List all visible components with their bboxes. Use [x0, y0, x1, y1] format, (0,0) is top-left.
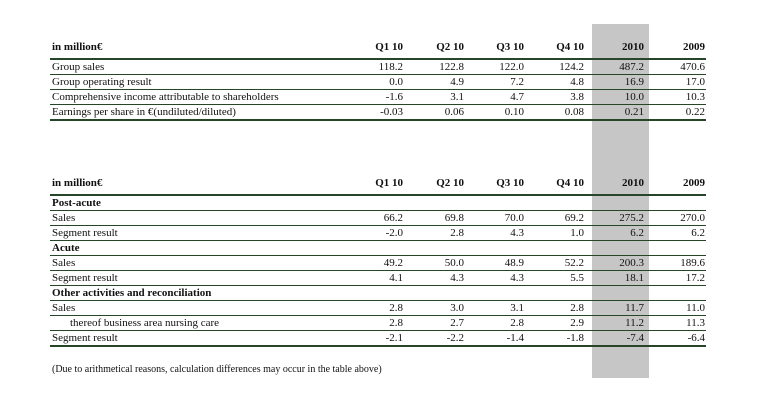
cell: 11.2: [625, 317, 644, 329]
cell: 50.0: [444, 257, 464, 269]
cell: -0.03: [380, 106, 403, 118]
cell: 1.0: [570, 227, 584, 239]
table-row: [50, 316, 706, 331]
cell: 118.2: [378, 61, 403, 73]
cell: -7.4: [626, 332, 644, 344]
cell: 0.06: [444, 106, 464, 118]
col-header: Q1 10: [375, 177, 403, 189]
cell: 122.0: [499, 61, 524, 73]
key-figures-table: [50, 36, 706, 121]
row-label: Segment result: [52, 272, 118, 284]
col-header: Q3 10: [496, 177, 524, 189]
cell: -1.4: [506, 332, 524, 344]
cell: 4.9: [450, 76, 464, 88]
cell: 10.3: [685, 91, 705, 103]
col-header: Q4 10: [556, 177, 584, 189]
row-label: Group sales: [52, 61, 105, 73]
table-row: [50, 60, 706, 75]
cell: 0.22: [685, 106, 705, 118]
table-row: [50, 90, 706, 105]
cell: -2.1: [385, 332, 403, 344]
section-title: Post-acute: [52, 197, 101, 209]
cell: 470.6: [680, 61, 705, 73]
cell: 4.7: [510, 91, 524, 103]
table-row: [50, 75, 706, 90]
header-row: [50, 172, 706, 196]
col-header: Q2 10: [436, 177, 464, 189]
cell: 11.7: [625, 302, 644, 314]
unit-label: in million€: [52, 177, 103, 189]
cell: 11.3: [686, 317, 705, 329]
cell: 66.2: [383, 212, 403, 224]
row-label: Group operating result: [52, 76, 152, 88]
cell: 2.7: [450, 317, 464, 329]
cell: 4.8: [570, 76, 584, 88]
cell: 2.9: [570, 317, 584, 329]
col-header: 2009: [683, 177, 705, 189]
cell: 69.2: [564, 212, 584, 224]
cell: 5.5: [570, 272, 584, 284]
footnote: (Due to arithmetical reasons, calculation differences may occur in the table above): [52, 364, 382, 375]
cell: 3.8: [570, 91, 584, 103]
cell: -1.8: [566, 332, 584, 344]
cell: 4.3: [450, 272, 464, 284]
cell: 18.1: [624, 272, 644, 284]
row-label: Sales: [52, 302, 76, 314]
header-row: [50, 36, 706, 60]
cell: 124.2: [559, 61, 584, 73]
section-title: Acute: [52, 242, 80, 254]
row-label: Sales: [52, 257, 76, 269]
cell: 0.10: [504, 106, 524, 118]
cell: 69.8: [444, 212, 464, 224]
segment-table: [50, 172, 706, 347]
row-label: Segment result: [52, 227, 118, 239]
row-label: Comprehensive income attributable to shareholders: [52, 91, 279, 103]
col-header: Q4 10: [556, 41, 584, 53]
cell: 0.21: [624, 106, 644, 118]
cell: 2.8: [450, 227, 464, 239]
cell: 487.2: [619, 61, 644, 73]
cell: 11.0: [686, 302, 705, 314]
unit-label: in million€: [52, 41, 103, 53]
col-header: Q1 10: [375, 41, 403, 53]
cell: -6.4: [687, 332, 705, 344]
cell: 4.1: [389, 272, 403, 284]
cell: 4.3: [510, 227, 524, 239]
cell: 52.2: [564, 257, 584, 269]
cell: 17.2: [685, 272, 705, 284]
col-header: 2010: [622, 41, 644, 53]
col-header: Q2 10: [436, 41, 464, 53]
cell: 3.1: [510, 302, 524, 314]
cell: 275.2: [619, 212, 644, 224]
col-header: 2010: [622, 177, 644, 189]
cell: 17.0: [685, 76, 705, 88]
cell: -2.0: [385, 227, 403, 239]
table-row: [50, 226, 706, 241]
cell: 200.3: [619, 257, 644, 269]
cell: 70.0: [504, 212, 524, 224]
row-label: Segment result: [52, 332, 118, 344]
cell: 2.8: [389, 317, 403, 329]
cell: 10.0: [624, 91, 644, 103]
cell: -1.6: [385, 91, 403, 103]
cell: 16.9: [624, 76, 644, 88]
table-row: [50, 301, 706, 316]
row-label: Sales: [52, 212, 76, 224]
cell: 270.0: [680, 212, 705, 224]
cell: 6.2: [691, 227, 705, 239]
col-header: Q3 10: [496, 41, 524, 53]
table-row: [50, 105, 706, 121]
cell: 3.0: [450, 302, 464, 314]
cell: 6.2: [630, 227, 644, 239]
cell: 7.2: [510, 76, 524, 88]
cell: 2.8: [510, 317, 524, 329]
table-row: [50, 331, 706, 347]
table-row: [50, 256, 706, 271]
row-label: Earnings per share in €(undiluted/diluted): [52, 106, 236, 118]
section-heading: [50, 286, 706, 301]
cell: 2.8: [389, 302, 403, 314]
section-heading: [50, 241, 706, 256]
table-row: [50, 211, 706, 226]
cell: 122.8: [439, 61, 464, 73]
col-header: 2009: [683, 41, 705, 53]
cell: 0.08: [564, 106, 584, 118]
cell: 2.8: [570, 302, 584, 314]
table-row: [50, 271, 706, 286]
cell: 49.2: [383, 257, 403, 269]
cell: 4.3: [510, 272, 524, 284]
cell: -2.2: [446, 332, 464, 344]
cell: 3.1: [450, 91, 464, 103]
cell: 0.0: [389, 76, 403, 88]
section-title: Other activities and reconciliation: [52, 287, 212, 299]
section-heading: [50, 196, 706, 211]
row-label: thereof business area nursing care: [70, 317, 220, 329]
cell: 189.6: [680, 257, 705, 269]
cell: 48.9: [504, 257, 524, 269]
